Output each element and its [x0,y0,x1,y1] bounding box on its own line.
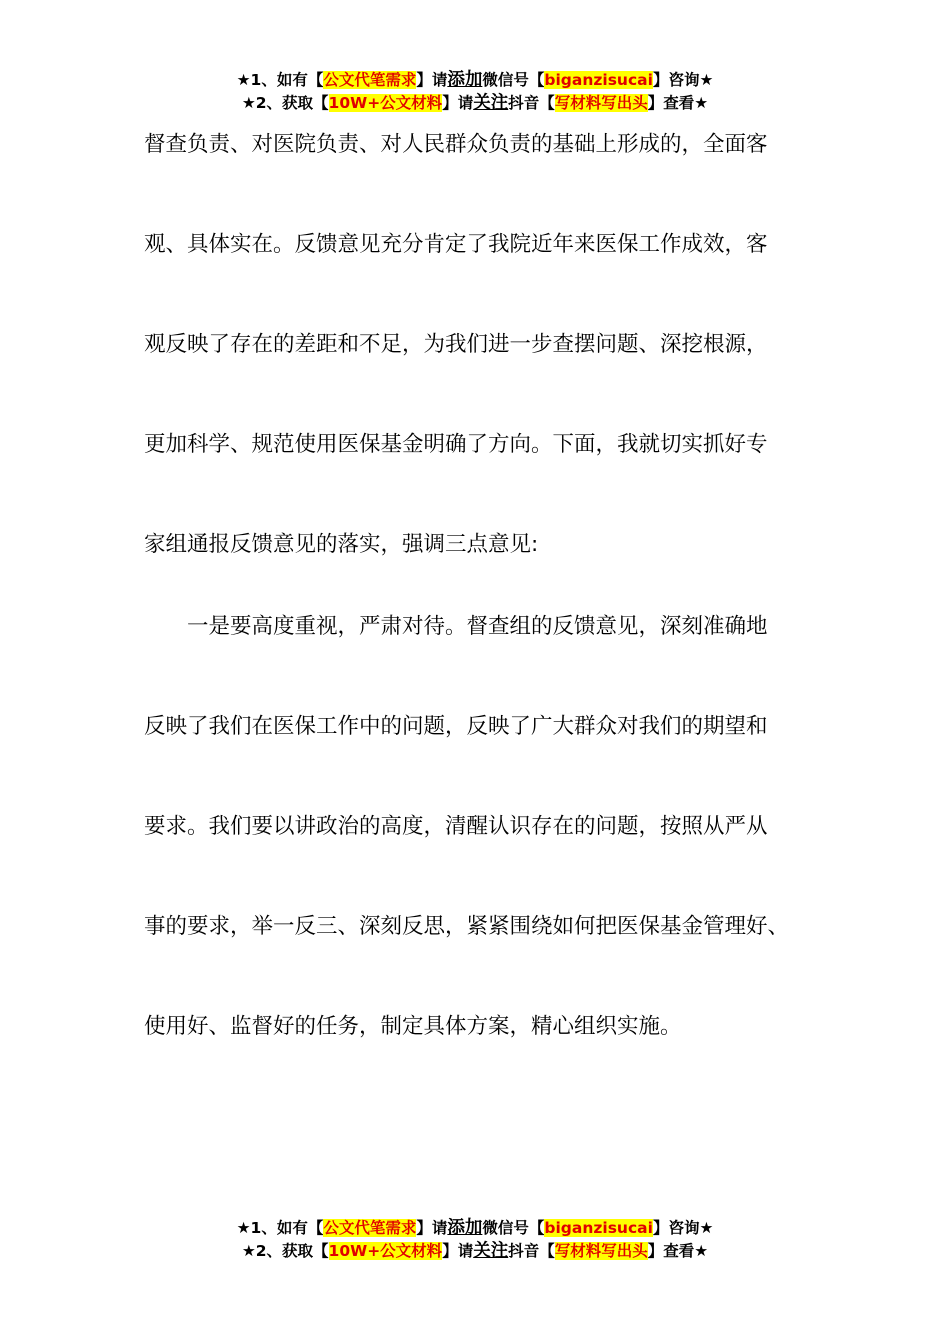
body-line: 家组通报反馈意见的落实，强调三点意见: [144,532,539,557]
banner-text: 】请 [416,71,448,89]
highlight-account: 写材料写出头 [554,1242,648,1260]
header-banner [0,69,950,115]
body-line: 使用好、监督好的任务，制定具体方案，精心组织实施。 [144,1014,682,1039]
banner-text: 】咨询★ [652,1219,714,1237]
banner-line-2 [0,92,950,115]
banner-text: 】请 [416,1219,448,1237]
banner-text: 抖音【 [508,1242,555,1260]
body-line: 督查负责、对医院负责、对人民群众负责的基础上形成的，全面客 [144,132,768,157]
banner-text: 】请 [442,1242,474,1260]
banner-text: ★1、如有【 [236,1219,324,1237]
body-line: 观、具体实在。反馈意见充分肯定了我院近年来医保工作成效，客 [144,232,768,257]
emphasis-add: 添加 [447,70,483,90]
footer-banner [0,1217,950,1263]
document-body [144,123,824,1049]
banner-text: 微信号【 [482,71,545,89]
body-line: 更加科学、规范使用医保基金明确了方向。下面，我就切实抓好专 [144,432,768,457]
banner-line-1 [0,1217,950,1240]
body-line: 观反映了存在的差距和不足，为我们进一步查摆问题、深挖根源， [144,332,768,357]
body-line: 要求。我们要以讲政治的高度，清醒认识存在的问题，按照从严从 [144,814,768,839]
body-line: 事的要求，举一反三、深刻反思，紧紧围绕如何把医保基金管理好、 [144,914,790,939]
emphasis-add: 添加 [447,1218,483,1238]
banner-text: 抖音【 [508,94,555,112]
banner-text: ★1、如有【 [236,71,324,89]
highlight-service: 公文代笔需求 [323,1219,417,1237]
body-line: 一是要高度重视，严肃对待。督查组的反馈意见，深刻准确地 [144,614,768,639]
highlight-service: 公文代笔需求 [323,71,417,89]
highlight-wechat-id: biganzisucai [544,71,653,89]
banner-text: 】咨询★ [652,71,714,89]
highlight-materials: 10W+公文材料 [328,1242,443,1260]
banner-line-1 [0,69,950,92]
banner-text: 】查看★ [647,94,709,112]
banner-text: 】请 [442,94,474,112]
highlight-wechat-id: biganzisucai [544,1219,653,1237]
body-line: 反映了我们在医保工作中的问题，反映了广大群众对我们的期望和 [144,714,768,739]
highlight-account: 写材料写出头 [554,94,648,112]
banner-text: 】查看★ [647,1242,709,1260]
banner-text: 微信号【 [482,1219,545,1237]
banner-text: ★2、获取【 [241,94,329,112]
banner-line-2 [0,1240,950,1263]
banner-text: ★2、获取【 [241,1242,329,1260]
emphasis-follow: 关注 [473,93,509,113]
emphasis-follow: 关注 [473,1241,509,1261]
highlight-materials: 10W+公文材料 [328,94,443,112]
